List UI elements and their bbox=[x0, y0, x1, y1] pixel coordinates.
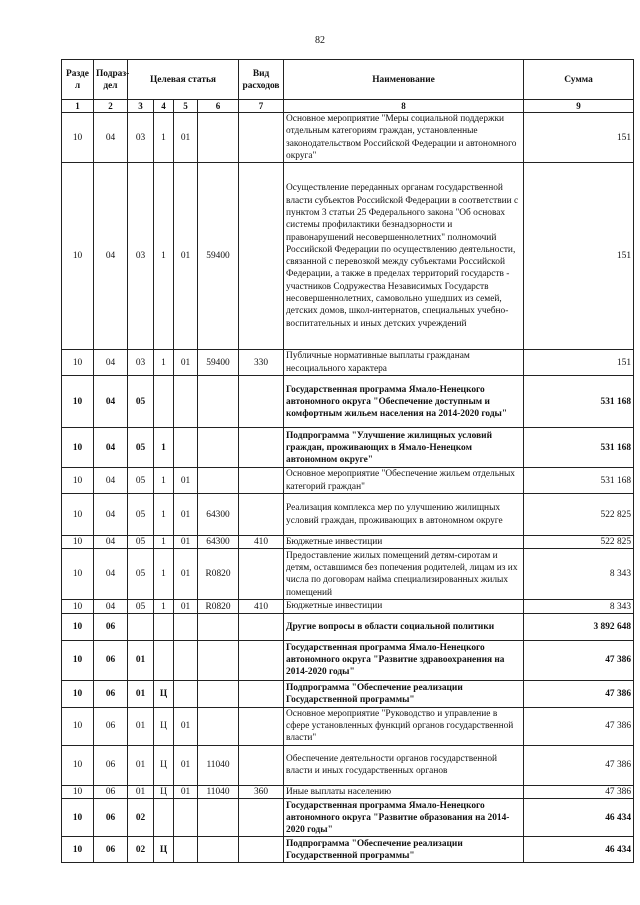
table-row bbox=[62, 376, 634, 428]
table-row bbox=[62, 785, 634, 798]
cell-razdel: 10 bbox=[62, 350, 94, 376]
page-number: 82 bbox=[315, 35, 325, 46]
cell-program: 02 bbox=[128, 837, 154, 863]
cell-direction bbox=[198, 428, 239, 468]
cell-sum: 46 434 bbox=[524, 799, 634, 837]
cell-expense-type: 360 bbox=[239, 785, 284, 798]
header-row bbox=[62, 60, 634, 100]
table-row bbox=[62, 468, 634, 494]
cell-direction bbox=[198, 613, 239, 640]
header-summa: Сумма bbox=[524, 60, 634, 100]
cell-sum: 47 386 bbox=[524, 745, 634, 785]
cell-razdel: 10 bbox=[62, 680, 94, 707]
cell-sum: 151 bbox=[524, 113, 634, 163]
cell-sum: 3 892 648 bbox=[524, 613, 634, 640]
cell-direction bbox=[198, 799, 239, 837]
cell-name: Основное мероприятие "Обеспечение жильем отдельных категорий граждан" bbox=[284, 468, 524, 494]
table-row bbox=[62, 163, 634, 350]
table-row bbox=[62, 494, 634, 536]
cell-expense-type bbox=[239, 468, 284, 494]
cell-sum: 531 168 bbox=[524, 376, 634, 428]
cell-sum: 46 434 bbox=[524, 837, 634, 863]
header-podrazdel: Подраз- дел bbox=[94, 60, 128, 100]
cell-measure bbox=[174, 799, 198, 837]
cell-program: 01 bbox=[128, 785, 154, 798]
cell-subprogram: 1 bbox=[154, 468, 174, 494]
cell-sum: 8 343 bbox=[524, 549, 634, 600]
cell-measure: 01 bbox=[174, 785, 198, 798]
cell-razdel: 10 bbox=[62, 549, 94, 600]
cell-subprogram: Ц bbox=[154, 745, 174, 785]
cell-direction bbox=[198, 707, 239, 745]
cell-expense-type bbox=[239, 428, 284, 468]
table-row bbox=[62, 549, 634, 600]
cell-sum: 522 825 bbox=[524, 494, 634, 536]
cell-podrazdel: 04 bbox=[94, 163, 128, 350]
cell-measure: 01 bbox=[174, 745, 198, 785]
cell-program: 03 bbox=[128, 350, 154, 376]
cell-program bbox=[128, 613, 154, 640]
table-row bbox=[62, 428, 634, 468]
cell-subprogram: 1 bbox=[154, 163, 174, 350]
table-row bbox=[62, 536, 634, 549]
cell-sum: 531 168 bbox=[524, 468, 634, 494]
column-index: 8 bbox=[284, 100, 524, 113]
cell-direction: 59400 bbox=[198, 163, 239, 350]
cell-expense-type: 410 bbox=[239, 600, 284, 613]
column-index: 2 bbox=[94, 100, 128, 113]
cell-podrazdel: 06 bbox=[94, 745, 128, 785]
table-row bbox=[62, 600, 634, 613]
cell-program: 03 bbox=[128, 113, 154, 163]
cell-sum: 151 bbox=[524, 350, 634, 376]
cell-measure bbox=[174, 640, 198, 680]
cell-name: Осуществление переданных органам государственной власти субъектов Российской Федерации в соответствии с пунктом 3 статьи 25 Федерального закона "Об основах системы профилактики безнадзорности и правонарушений несовершеннолетних" полномочий Российской Федерации по осуществлению деятельности, связанной с перевозкой между субъектами Российской Федерации, а также в пределах территорий государств - участников Содружества Независимых Государств несовершеннолетних, самовольно ушедших из семей, детских домов, школ-интернатов, специальных учебно-воспитательных и иных детских учреждений bbox=[284, 163, 524, 350]
cell-direction: 59400 bbox=[198, 350, 239, 376]
cell-program: 02 bbox=[128, 799, 154, 837]
cell-program: 05 bbox=[128, 376, 154, 428]
cell-program: 05 bbox=[128, 536, 154, 549]
cell-direction bbox=[198, 376, 239, 428]
column-index: 1 bbox=[62, 100, 94, 113]
cell-subprogram: 1 bbox=[154, 600, 174, 613]
cell-measure bbox=[174, 837, 198, 863]
cell-name: Предоставление жилых помещений детям-сиротам и детям, оставшимся без попечения родителей, лицам из их числа по договорам найма специализированных жилых помещений bbox=[284, 549, 524, 600]
column-index: 4 bbox=[154, 100, 174, 113]
table-row bbox=[62, 113, 634, 163]
cell-podrazdel: 04 bbox=[94, 113, 128, 163]
cell-razdel: 10 bbox=[62, 799, 94, 837]
table-row bbox=[62, 799, 634, 837]
cell-razdel: 10 bbox=[62, 113, 94, 163]
cell-podrazdel: 06 bbox=[94, 640, 128, 680]
cell-sum: 151 bbox=[524, 163, 634, 350]
cell-subprogram: 1 bbox=[154, 113, 174, 163]
cell-sum: 47 386 bbox=[524, 680, 634, 707]
column-index: 5 bbox=[174, 100, 198, 113]
cell-measure bbox=[174, 376, 198, 428]
cell-direction: 11040 bbox=[198, 785, 239, 798]
table-row bbox=[62, 707, 634, 745]
cell-subprogram bbox=[154, 613, 174, 640]
cell-razdel: 10 bbox=[62, 640, 94, 680]
cell-expense-type bbox=[239, 837, 284, 863]
cell-measure: 01 bbox=[174, 350, 198, 376]
cell-expense-type: 330 bbox=[239, 350, 284, 376]
cell-subprogram: 1 bbox=[154, 549, 174, 600]
cell-name: Обеспечение деятельности органов государственной власти и иных государственных органов bbox=[284, 745, 524, 785]
column-index-row bbox=[62, 100, 634, 113]
cell-measure bbox=[174, 428, 198, 468]
cell-podrazdel: 04 bbox=[94, 536, 128, 549]
header-vid-rashodov: Вид расходов bbox=[239, 60, 284, 100]
cell-sum: 8 343 bbox=[524, 600, 634, 613]
cell-expense-type bbox=[239, 745, 284, 785]
cell-expense-type bbox=[239, 163, 284, 350]
cell-expense-type bbox=[239, 707, 284, 745]
cell-program: 05 bbox=[128, 428, 154, 468]
cell-razdel: 10 bbox=[62, 468, 94, 494]
table-row bbox=[62, 613, 634, 640]
cell-podrazdel: 04 bbox=[94, 549, 128, 600]
cell-podrazdel: 04 bbox=[94, 428, 128, 468]
table-row bbox=[62, 680, 634, 707]
cell-direction bbox=[198, 837, 239, 863]
cell-direction bbox=[198, 113, 239, 163]
cell-subprogram: Ц bbox=[154, 837, 174, 863]
cell-program: 03 bbox=[128, 163, 154, 350]
cell-program: 05 bbox=[128, 600, 154, 613]
column-index: 9 bbox=[524, 100, 634, 113]
cell-name: Подпрограмма "Обеспечение реализации Государственной программы" bbox=[284, 837, 524, 863]
cell-podrazdel: 04 bbox=[94, 494, 128, 536]
cell-measure bbox=[174, 613, 198, 640]
table-row bbox=[62, 837, 634, 863]
cell-name: Государственная программа Ямало-Ненецкого автономного округа "Развитие образования на 2014-2020 годы" bbox=[284, 799, 524, 837]
cell-measure: 01 bbox=[174, 549, 198, 600]
column-index: 3 bbox=[128, 100, 154, 113]
cell-sum: 531 168 bbox=[524, 428, 634, 468]
cell-measure: 01 bbox=[174, 494, 198, 536]
cell-program: 05 bbox=[128, 549, 154, 600]
cell-expense-type bbox=[239, 640, 284, 680]
cell-measure: 01 bbox=[174, 600, 198, 613]
cell-subprogram: Ц bbox=[154, 707, 174, 745]
cell-measure: 01 bbox=[174, 536, 198, 549]
cell-razdel: 10 bbox=[62, 428, 94, 468]
table-row bbox=[62, 745, 634, 785]
cell-razdel: 10 bbox=[62, 707, 94, 745]
cell-direction: R0820 bbox=[198, 549, 239, 600]
cell-podrazdel: 04 bbox=[94, 600, 128, 613]
cell-razdel: 10 bbox=[62, 785, 94, 798]
cell-razdel: 10 bbox=[62, 376, 94, 428]
cell-razdel: 10 bbox=[62, 494, 94, 536]
cell-subprogram: 1 bbox=[154, 494, 174, 536]
cell-podrazdel: 06 bbox=[94, 680, 128, 707]
cell-subprogram bbox=[154, 640, 174, 680]
cell-expense-type bbox=[239, 494, 284, 536]
cell-podrazdel: 06 bbox=[94, 837, 128, 863]
cell-direction: 11040 bbox=[198, 745, 239, 785]
table-body bbox=[62, 113, 634, 863]
cell-expense-type: 410 bbox=[239, 536, 284, 549]
cell-podrazdel: 06 bbox=[94, 613, 128, 640]
cell-name: Основное мероприятие "Руководство и управление в сфере установленных функций органов государственной власти" bbox=[284, 707, 524, 745]
cell-expense-type bbox=[239, 613, 284, 640]
cell-measure: 01 bbox=[174, 468, 198, 494]
cell-direction: 64300 bbox=[198, 494, 239, 536]
cell-sum: 47 386 bbox=[524, 640, 634, 680]
cell-podrazdel: 04 bbox=[94, 350, 128, 376]
cell-name: Государственная программа Ямало-Ненецкого автономного округа "Обеспечение доступным и комфортным жильем населения на 2014-2020 годы" bbox=[284, 376, 524, 428]
cell-expense-type bbox=[239, 549, 284, 600]
cell-razdel: 10 bbox=[62, 163, 94, 350]
cell-measure: 01 bbox=[174, 163, 198, 350]
cell-name: Иные выплаты населению bbox=[284, 785, 524, 798]
cell-measure bbox=[174, 680, 198, 707]
cell-sum: 47 386 bbox=[524, 785, 634, 798]
cell-subprogram bbox=[154, 799, 174, 837]
cell-name: Подпрограмма "Обеспечение реализации Государственной программы" bbox=[284, 680, 524, 707]
header-celevaya-statya: Целевая статья bbox=[128, 60, 239, 100]
cell-name: Бюджетные инвестиции bbox=[284, 600, 524, 613]
cell-program: 01 bbox=[128, 680, 154, 707]
cell-podrazdel: 04 bbox=[94, 468, 128, 494]
cell-name: Бюджетные инвестиции bbox=[284, 536, 524, 549]
cell-program: 05 bbox=[128, 494, 154, 536]
cell-program: 01 bbox=[128, 640, 154, 680]
table-row bbox=[62, 640, 634, 680]
cell-expense-type bbox=[239, 680, 284, 707]
cell-razdel: 10 bbox=[62, 837, 94, 863]
cell-measure: 01 bbox=[174, 113, 198, 163]
header-razdel: Разде л bbox=[62, 60, 94, 100]
cell-subprogram: 1 bbox=[154, 536, 174, 549]
cell-subprogram: Ц bbox=[154, 680, 174, 707]
cell-razdel: 10 bbox=[62, 600, 94, 613]
column-index: 7 bbox=[239, 100, 284, 113]
header-naimenovanie: Наименование bbox=[284, 60, 524, 100]
cell-name: Публичные нормативные выплаты гражданам несоциального характера bbox=[284, 350, 524, 376]
cell-direction bbox=[198, 680, 239, 707]
cell-name: Подпрограмма "Улучшение жилищных условий граждан, проживающих в Ямало-Ненецком автономном округе" bbox=[284, 428, 524, 468]
cell-name: Основное мероприятие "Меры социальной поддержки отдельным категориям граждан, установленные законодательством Российской Федерации и автономного округа" bbox=[284, 113, 524, 163]
cell-expense-type bbox=[239, 113, 284, 163]
cell-podrazdel: 06 bbox=[94, 799, 128, 837]
cell-subprogram: 1 bbox=[154, 350, 174, 376]
cell-program: 05 bbox=[128, 468, 154, 494]
cell-name: Реализация комплекса мер по улучшению жилищных условий граждан, проживающих в автономном округе bbox=[284, 494, 524, 536]
cell-name: Государственная программа Ямало-Ненецкого автономного округа "Развитие здравоохранения на 2014-2020 годы" bbox=[284, 640, 524, 680]
cell-expense-type bbox=[239, 799, 284, 837]
cell-subprogram: 1 bbox=[154, 428, 174, 468]
cell-subprogram bbox=[154, 376, 174, 428]
cell-program: 01 bbox=[128, 745, 154, 785]
cell-direction: R0820 bbox=[198, 600, 239, 613]
cell-direction bbox=[198, 468, 239, 494]
cell-razdel: 10 bbox=[62, 613, 94, 640]
budget-table bbox=[61, 59, 634, 863]
cell-sum: 47 386 bbox=[524, 707, 634, 745]
cell-razdel: 10 bbox=[62, 536, 94, 549]
cell-name: Другие вопросы в области социальной политики bbox=[284, 613, 524, 640]
cell-program: 01 bbox=[128, 707, 154, 745]
cell-expense-type bbox=[239, 376, 284, 428]
column-index: 6 bbox=[198, 100, 239, 113]
cell-direction: 64300 bbox=[198, 536, 239, 549]
table-row bbox=[62, 350, 634, 376]
cell-podrazdel: 06 bbox=[94, 707, 128, 745]
cell-subprogram: Ц bbox=[154, 785, 174, 798]
cell-measure: 01 bbox=[174, 707, 198, 745]
cell-razdel: 10 bbox=[62, 745, 94, 785]
cell-podrazdel: 06 bbox=[94, 785, 128, 798]
cell-sum: 522 825 bbox=[524, 536, 634, 549]
cell-podrazdel: 04 bbox=[94, 376, 128, 428]
cell-direction bbox=[198, 640, 239, 680]
